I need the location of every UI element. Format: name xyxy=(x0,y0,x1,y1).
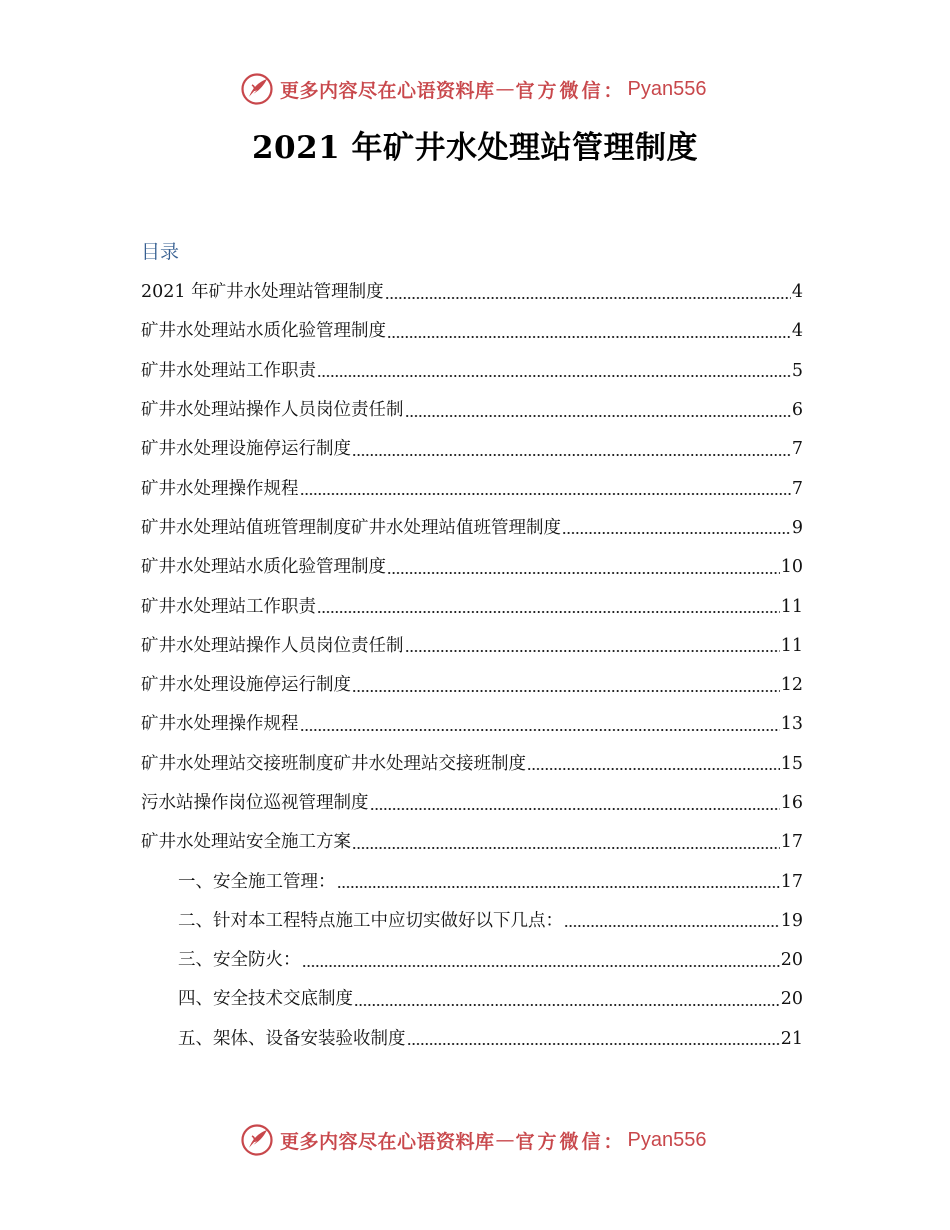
watermark-wechat-id: Pyan556 xyxy=(627,77,707,100)
toc-entry-label: 矿井水处理站交接班制度矿井水处理站交接班制度 xyxy=(141,753,526,774)
toc-entry-label: 污水站操作岗位巡视管理制度 xyxy=(141,793,369,813)
document-title: 2021 年矿井水处理站管理制度 xyxy=(251,130,699,166)
toc-entry-page-number: 4 xyxy=(791,321,803,342)
toc-dot-leader xyxy=(405,413,791,419)
feather-logo-icon xyxy=(240,1123,274,1157)
toc-entry[interactable] xyxy=(141,391,803,430)
toc-entry-page-number: 20 xyxy=(780,950,803,971)
toc-entry-label: 矿井水处理站工作职责 xyxy=(141,596,316,617)
toc-entry-page-number: 7 xyxy=(791,478,803,499)
toc-dot-leader xyxy=(352,845,780,851)
toc-entry-label: 矿井水处理站工作职责 xyxy=(141,360,316,381)
toc-entry[interactable] xyxy=(141,902,803,941)
toc-dot-leader xyxy=(352,452,791,458)
toc-entry[interactable] xyxy=(141,1020,803,1059)
toc-entry[interactable] xyxy=(141,823,803,862)
toc-dot-leader xyxy=(562,530,791,536)
toc-entry-label: 二、针对本工程特点施工中应切实做好以下几点： xyxy=(178,910,563,931)
toc-entry[interactable] xyxy=(141,273,803,312)
toc-heading: 目录 xyxy=(141,241,180,263)
watermark-separator: — xyxy=(495,1129,515,1151)
toc-entry-label: 四、安全技术交底制度 xyxy=(178,989,353,1010)
toc-entry-page-number: 21 xyxy=(780,1028,803,1049)
toc-dot-leader xyxy=(317,609,780,615)
toc-entry-page-number: 11 xyxy=(780,596,803,617)
toc-entry-page-number: 5 xyxy=(791,360,803,381)
toc-entry-label: 矿井水处理操作规程 xyxy=(141,714,299,735)
toc-entry-page-number: 12 xyxy=(780,675,803,696)
toc-entry[interactable] xyxy=(141,352,803,391)
watermark-wechat-id: Pyan556 xyxy=(627,1128,707,1151)
toc-entry[interactable] xyxy=(141,705,803,744)
toc-dot-leader xyxy=(405,648,780,654)
toc-entry-label: 矿井水处理设施停运行制度 xyxy=(141,675,351,696)
toc-entry[interactable] xyxy=(141,745,803,784)
toc-entry-label: 五、架体、设备安装验收制度 xyxy=(178,1028,406,1049)
toc-entry-label: 矿井水处理站水质化验管理制度 xyxy=(141,321,386,342)
toc-entry-label: 一、安全施工管理： xyxy=(178,871,336,892)
watermark-wechat-label: 官方微信： xyxy=(515,1130,626,1153)
toc-dot-leader xyxy=(337,884,780,890)
toc-entry[interactable] xyxy=(141,980,803,1019)
toc-entry-page-number: 15 xyxy=(780,753,803,774)
toc-entry-page-number: 13 xyxy=(780,714,803,735)
header-watermark xyxy=(240,71,707,107)
toc-dot-leader xyxy=(370,806,780,812)
toc-entry[interactable] xyxy=(141,784,803,823)
toc-dot-leader xyxy=(385,295,791,301)
toc-dot-leader xyxy=(564,923,780,929)
toc-entry-label: 矿井水处理站值班管理制度矿井水处理站值班管理制度 xyxy=(141,517,561,538)
toc-entry-label: 矿井水处理操作规程 xyxy=(141,478,299,499)
feather-logo-icon xyxy=(240,72,274,106)
toc-entry-page-number: 10 xyxy=(780,557,803,578)
watermark-text: 更多内容尽在心语资料库 xyxy=(280,79,495,102)
toc-entry-page-number: 17 xyxy=(780,832,803,853)
toc-entry-page-number: 4 xyxy=(791,282,803,303)
toc-entry[interactable] xyxy=(141,430,803,469)
table-of-contents xyxy=(141,273,803,1059)
toc-entry-page-number: 9 xyxy=(791,517,803,538)
toc-dot-leader xyxy=(387,334,791,340)
toc-dot-leader xyxy=(300,491,791,497)
toc-dot-leader xyxy=(302,963,780,969)
toc-entry-label: 矿井水处理设施停运行制度 xyxy=(141,439,351,460)
toc-entry[interactable] xyxy=(141,862,803,901)
toc-entry[interactable] xyxy=(141,666,803,705)
toc-entry-label: 三、安全防火： xyxy=(178,950,301,971)
toc-entry-label: 矿井水处理站操作人员岗位责任制 xyxy=(141,400,404,421)
footer-watermark xyxy=(240,1122,707,1158)
toc-dot-leader xyxy=(354,1002,780,1008)
toc-dot-leader xyxy=(527,766,780,772)
toc-entry[interactable] xyxy=(141,587,803,626)
toc-entry[interactable] xyxy=(141,509,803,548)
watermark-text: 更多内容尽在心语资料库 xyxy=(280,1130,495,1153)
toc-entry-label: 矿井水处理站操作人员岗位责任制 xyxy=(141,635,404,656)
watermark-separator: — xyxy=(495,78,515,100)
toc-entry[interactable] xyxy=(141,312,803,351)
toc-entry[interactable] xyxy=(141,469,803,508)
toc-entry-label: 2021 年矿井水处理站管理制度 xyxy=(141,282,384,303)
toc-entry-label: 矿井水处理站安全施工方案 xyxy=(141,832,351,853)
toc-entry[interactable] xyxy=(141,548,803,587)
toc-entry[interactable] xyxy=(141,627,803,666)
toc-entry-page-number: 16 xyxy=(780,793,803,813)
toc-dot-leader xyxy=(407,1041,780,1047)
toc-entry-page-number: 7 xyxy=(791,439,803,460)
toc-entry-page-number: 11 xyxy=(780,635,803,656)
toc-dot-leader xyxy=(352,688,780,694)
toc-entry-page-number: 6 xyxy=(791,400,803,421)
toc-dot-leader xyxy=(317,373,791,379)
toc-dot-leader xyxy=(387,570,780,576)
toc-dot-leader xyxy=(300,727,780,733)
toc-entry-page-number: 17 xyxy=(780,871,803,892)
watermark-wechat-label: 官方微信： xyxy=(515,79,626,102)
toc-entry-label: 矿井水处理站水质化验管理制度 xyxy=(141,557,386,578)
toc-entry-page-number: 20 xyxy=(780,989,803,1010)
toc-entry-page-number: 19 xyxy=(780,910,803,931)
toc-entry[interactable] xyxy=(141,941,803,980)
